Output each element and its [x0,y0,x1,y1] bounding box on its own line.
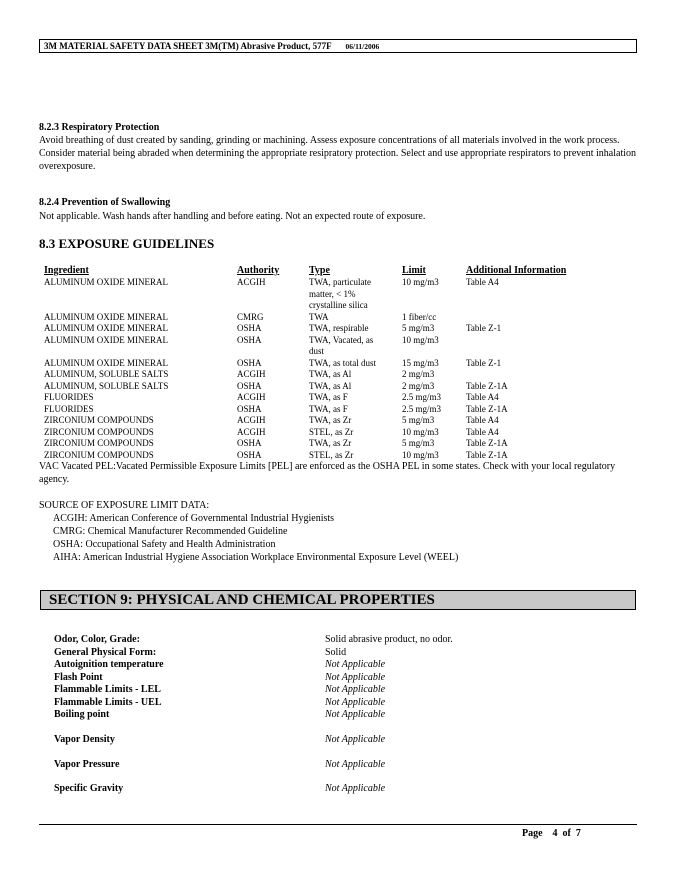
table-cell: 5 mg/m3 [402,438,435,448]
section-9-banner: SECTION 9: PHYSICAL AND CHEMICAL PROPERTIES [40,590,636,610]
footer-divider [39,824,637,825]
table-cell: TWA, as Al [309,380,352,391]
property-value: Solid [325,646,347,658]
property-label: Flammable Limits - UEL [54,696,162,708]
page-number [522,828,581,839]
source-item: CMRG: Chemical Manufacturer Recommended Guideline [53,526,288,537]
table-cell: TWA, as Zr [309,415,352,425]
property-row [54,647,614,660]
table-cell: OSHA [237,449,262,460]
table-cell: TWA, as F [309,392,348,402]
table-cell [402,289,466,301]
source-item: ACGIH: American Conference of Governmental Industrial Hygienists [53,513,335,524]
table-cell: TWA, as total dust [309,357,376,368]
source-item: AIHA: American Industrial Hygiene Association Workplace Environmental Exposure Level (WEEL) [53,552,459,563]
property-row [54,734,614,747]
header-date: 06/11/2006 [345,42,380,51]
table-cell: 5 mg/m3 [402,323,435,333]
table-cell: 10 mg/m3 [402,334,439,345]
table-cell: ZIRCONIUM COMPOUNDS [44,426,154,437]
table-row [44,323,646,335]
table-row [44,346,646,358]
property-label: Autoignition temperature [54,659,164,670]
table-cell: Table Z-1A [466,403,508,414]
header-title: 3M MATERIAL SAFETY DATA SHEET 3M(TM) Abrasive Product, 577F [44,41,332,51]
table-cell [237,300,309,312]
property-row [54,659,614,672]
table-row [44,369,646,381]
table-cell: ALUMINUM, SOLUBLE SALTS [44,380,169,391]
table-cell: 5 mg/m3 [402,415,435,425]
exposure-source-block [39,499,458,564]
section-8-3-heading: 8.3 EXPOSURE GUIDELINES [39,236,215,251]
table-cell: STEL, as Zr [309,426,354,437]
column-header: Additional Information [466,265,567,276]
property-value: Not Applicable [325,671,386,683]
table-cell [466,300,646,312]
table-cell: 2.5 mg/m3 [402,392,442,402]
property-value: Not Applicable [325,782,386,794]
vacated-pel-note: VAC Vacated PEL:Vacated Permissible Exposure Limits [PEL] are enforced as the OSHA PEL in some states. Check with your local regulatory agency. [39,461,616,485]
table-cell: FLUORIDES [44,403,94,414]
table-cell: crystalline silica [309,300,368,310]
table-cell: TWA, as F [309,403,348,414]
table-cell: OSHA [237,334,262,345]
table-cell: STEL, as Zr [309,449,354,460]
section-8-2-4-text: Not applicable. Wash hands after handling and before eating. Not an expected route of exposure. [39,211,426,222]
table-row [44,312,646,324]
table-cell: 2.5 mg/m3 [402,403,442,414]
table-row [44,358,646,370]
property-label: Vapor Pressure [54,758,120,770]
table-row [44,404,646,416]
table-cell: TWA, particulate [309,277,371,287]
table-cell: 2 mg/m3 [402,380,435,391]
table-cell [237,346,309,358]
property-value: Not Applicable [325,684,386,695]
table-cell: ACGIH [237,369,266,379]
table-cell: OSHA [237,438,262,448]
property-value: Not Applicable [325,734,386,745]
table-cell: ALUMINUM OXIDE MINERAL [44,334,168,345]
table-cell: 1 fiber/cc [402,311,437,322]
column-header: Authority [237,265,280,276]
table-cell [44,289,237,301]
table-cell: TWA, as Zr [309,438,352,448]
table-cell [44,300,237,312]
table-header-row [44,265,646,277]
table-cell: Table Z-1A [466,438,508,448]
property-value: Not Applicable [325,758,386,770]
table-row [44,438,646,450]
property-row [54,783,614,796]
property-label: General Physical Form: [54,646,157,658]
table-cell: 10 mg/m3 [402,277,439,287]
table-cell: OSHA [237,380,262,391]
table-cell: 15 mg/m3 [402,357,439,368]
table-cell: Table Z-1 [466,357,502,368]
table-row [44,427,646,439]
table-cell [44,346,237,358]
page-label: Page [522,828,543,839]
table-cell [402,300,466,312]
table-cell: 2 mg/m3 [402,369,435,379]
table-row [44,335,646,347]
property-label: Boiling point [54,709,110,720]
table-cell: ALUMINUM OXIDE MINERAL [44,311,168,322]
column-header: Limit [402,265,426,276]
table-cell: Table A4 [466,426,499,437]
column-header: Ingredient [44,265,89,276]
table-cell: ACGIH [237,415,266,425]
property-row [54,672,614,685]
table-cell: FLUORIDES [44,392,94,402]
property-value: Not Applicable [325,709,386,720]
table-row [44,415,646,427]
property-label: Vapor Density [54,734,115,745]
table-cell: OSHA [237,357,262,368]
table-cell: matter, < 1% [309,288,356,299]
table-cell: Table Z-1A [466,449,508,460]
table-cell: CMRG [237,311,264,322]
property-row [54,759,614,772]
table-cell: OSHA [237,323,262,333]
source-heading: SOURCE OF EXPOSURE LIMIT DATA: [39,500,210,511]
property-label: Odor, Color, Grade: [54,634,140,645]
property-row [54,634,614,647]
property-label: Specific Gravity [54,782,124,794]
table-cell [402,346,466,358]
table-cell: Table A4 [466,415,499,425]
source-item: OSHA: Occupational Safety and Health Administration [53,539,276,550]
property-row [54,684,614,697]
document-header [39,39,637,53]
table-cell: ZIRCONIUM COMPOUNDS [44,449,154,460]
table-cell [466,369,646,381]
table-row [44,300,646,312]
table-cell: TWA [309,311,329,322]
table-cell: ALUMINUM OXIDE MINERAL [44,357,168,368]
table-cell: ACGIH [237,277,266,287]
table-cell: ACGIH [237,392,266,402]
table-row [44,277,646,289]
property-value: Not Applicable [325,696,386,708]
table-cell: Table A4 [466,392,499,402]
section-8-2-4-heading: 8.2.4 Prevention of Swallowing [39,197,171,208]
property-row [54,697,614,710]
table-cell: 10 mg/m3 [402,426,439,437]
table-row [44,289,646,301]
table-cell [466,346,646,358]
table-cell: TWA, Vacated, as [309,334,374,345]
table-cell: dust [309,346,325,356]
table-cell: TWA, respirable [309,323,369,333]
table-cell [466,335,646,347]
table-cell: TWA, as Al [309,369,352,379]
property-row [54,709,614,722]
page-total: 7 [575,828,581,839]
section-8-2-3-heading: 8.2.3 Respiratory Protection [39,122,160,133]
table-cell: ALUMINUM OXIDE MINERAL [44,277,168,287]
exposure-guidelines-table [44,265,646,461]
table-cell [466,289,646,301]
table-cell: Table Z-1 [466,323,502,333]
property-value: Solid abrasive product, no odor. [325,634,453,645]
table-cell: ZIRCONIUM COMPOUNDS [44,438,154,448]
table-cell: ALUMINUM, SOLUBLE SALTS [44,369,169,379]
page-current: 4 [552,828,558,839]
table-cell: ALUMINUM OXIDE MINERAL [44,323,168,333]
table-row [44,392,646,404]
table-cell [237,289,309,301]
table-cell: Table Z-1A [466,380,508,391]
table-cell [466,312,646,324]
table-cell: OSHA [237,403,262,414]
table-cell: Table A4 [466,277,499,287]
table-cell: 10 mg/m3 [402,449,439,460]
property-label: Flash Point [54,671,103,683]
property-label: Flammable Limits - LEL [54,684,161,695]
table-row [44,381,646,393]
page-of-label: of [562,828,571,839]
section-8-2-3-text: Avoid breathing of dust created by sanding, grinding or machining. Assess exposure concentrations of all materials involved in the work process. Consider material being abraded when determining the appropriate resipratory protection. Select and use appropriate respirators to prevent inhalation overexposure. [39,135,637,172]
table-cell: ACGIH [237,426,266,437]
column-header: Type [309,265,330,276]
table-cell: ZIRCONIUM COMPOUNDS [44,415,154,425]
property-value: Not Applicable [325,659,386,670]
